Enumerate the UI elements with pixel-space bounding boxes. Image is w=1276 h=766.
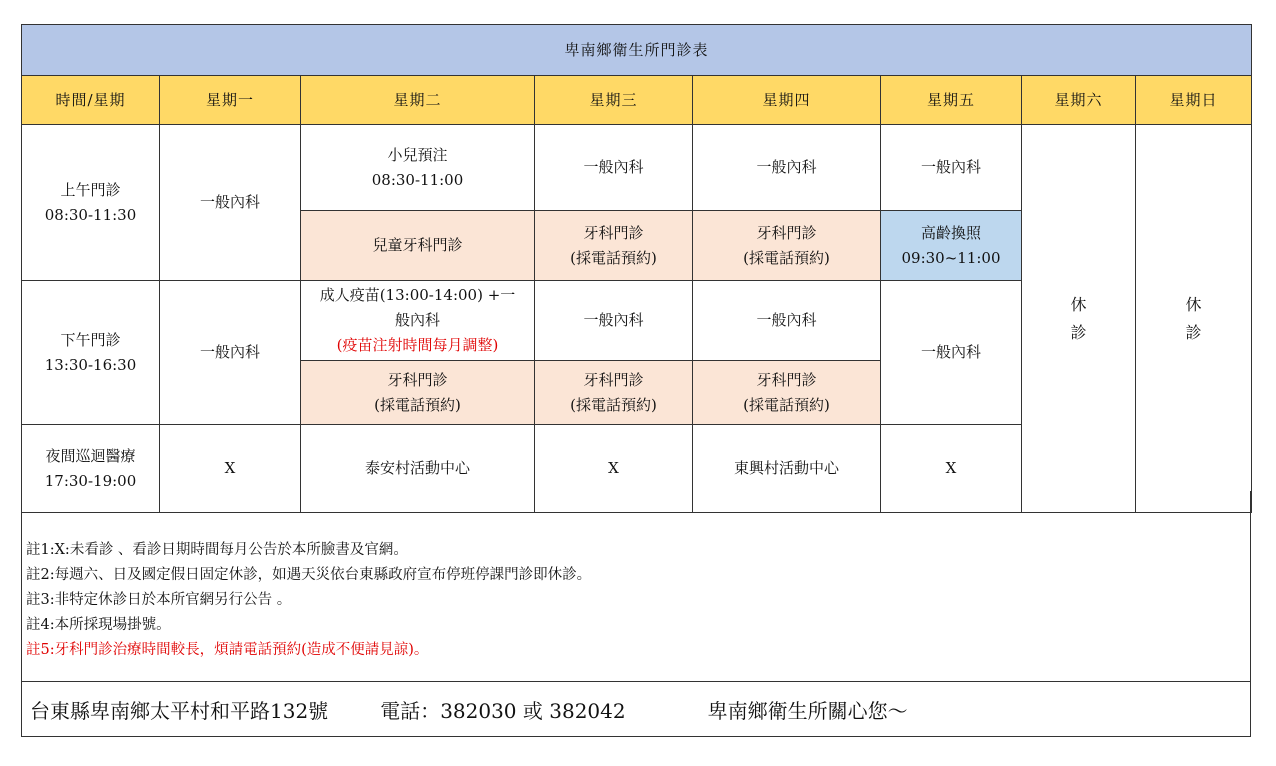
footer-address: 台東縣卑南鄉太平村和平路132號 [30,698,329,723]
saturday-closed-2: 診 [1070,322,1087,342]
header-thursday: 星期四 [693,76,881,125]
dental-phone-note: (採電話預約) [570,248,657,267]
dental-label: 牙科門診 [387,370,448,389]
night-friday: X [881,425,1022,513]
saturday-closed-1: 休 [1070,294,1087,314]
afternoon-wednesday-top: 一般內科 [535,281,693,361]
dental-label: 牙科門診 [756,370,817,389]
afternoon-session-cell [22,281,160,425]
afternoon-wednesday-bottom [535,361,693,425]
dental-phone-note: (採電話預約) [743,395,830,414]
night-time: 17:30-19:00 [44,471,137,490]
weekday-header-row [22,76,1252,125]
morning-wednesday-top: 一般內科 [535,125,693,211]
dental-phone-note: (採電話預約) [374,395,461,414]
dental-phone-note: (採電話預約) [743,248,830,267]
sunday-closed-cell [1136,125,1252,513]
night-wednesday: X [535,425,693,513]
schedule-table [21,24,1252,513]
header-wednesday: 星期三 [535,76,693,125]
afternoon-label: 下午門診 [60,330,121,349]
child-vaccine-time: 08:30-11:00 [371,170,464,189]
morning-friday-bottom [881,211,1022,281]
afternoon-tuesday-bottom [301,361,535,425]
dental-label: 牙科門診 [756,223,817,242]
morning-tuesday-top [301,125,535,211]
note-5: 註5:牙科門診治療時間較長，煩請電話預約(造成不便請見諒)。 [26,642,429,658]
dental-phone-note: (採電話預約) [570,395,657,414]
night-tuesday: 泰安村活動中心 [301,425,535,513]
senior-license-label: 高齡換照 [920,223,981,242]
night-label: 夜間巡迴醫療 [45,446,136,465]
note-3: 註3:非特定休診日於本所官網另行公告 。 [26,592,292,608]
footer-slogan: 卑南鄉衛生所關心您～ [707,698,908,723]
morning-row-top [22,125,1252,211]
saturday-closed-cell [1022,125,1136,513]
dental-label: 牙科門診 [583,370,644,389]
afternoon-thursday-bottom [693,361,881,425]
footer-phone: 382030 或 382042 [440,698,626,723]
header-sunday: 星期日 [1136,76,1252,125]
sunday-closed-1: 休 [1185,294,1202,314]
morning-wednesday-bottom [535,211,693,281]
note-2: 註2:每週六、日及國定假日固定休診，如遇天災依台東縣政府宣布停班停課門診即休診。 [26,567,592,583]
night-thursday: 東興村活動中心 [693,425,881,513]
footer-phone-label: 電話： [380,698,441,723]
child-vaccine-label: 小兒預注 [387,145,448,164]
notes-section [21,491,1251,681]
morning-session-cell [22,125,160,281]
senior-license-time: 09:30~11:00 [901,248,1001,267]
header-tuesday: 星期二 [301,76,535,125]
notes-list [22,491,1250,663]
afternoon-friday: 一般內科 [881,281,1022,425]
morning-label: 上午門診 [60,180,121,199]
adult-vaccine-line2: 般內科 [394,311,440,329]
header-monday: 星期一 [160,76,301,125]
footer-bar [21,681,1251,737]
header-time-weekday: 時間/星期 [22,76,160,125]
morning-thursday-top: 一般內科 [693,125,881,211]
schedule-title: 卑南鄉衛生所門診表 [22,25,1252,76]
morning-thursday-bottom [693,211,881,281]
header-friday: 星期五 [881,76,1022,125]
clinic-schedule-sheet [21,24,1251,513]
note-4: 註4:本所採現場掛號。 [26,617,171,633]
afternoon-tuesday-top [301,281,535,361]
morning-time: 08:30-11:30 [44,205,137,224]
note-1: 註1:X:未看診 、看診日期時間每月公告於本所臉書及官網。 [26,542,408,558]
morning-tuesday-bottom: 兒童牙科門診 [301,211,535,281]
morning-monday: 一般內科 [160,125,301,281]
adult-vaccine-line1: 成人疫苗(13:00-14:00) +一 [319,286,516,304]
afternoon-thursday-top: 一般內科 [693,281,881,361]
header-saturday: 星期六 [1022,76,1136,125]
night-monday: X [160,425,301,513]
afternoon-time: 13:30-16:30 [44,355,137,374]
dental-label: 牙科門診 [583,223,644,242]
sunday-closed-2: 診 [1185,322,1202,342]
afternoon-monday: 一般內科 [160,281,301,425]
morning-friday-top: 一般內科 [881,125,1022,211]
vaccine-schedule-note: (疫苗注射時間每月調整) [336,336,499,354]
